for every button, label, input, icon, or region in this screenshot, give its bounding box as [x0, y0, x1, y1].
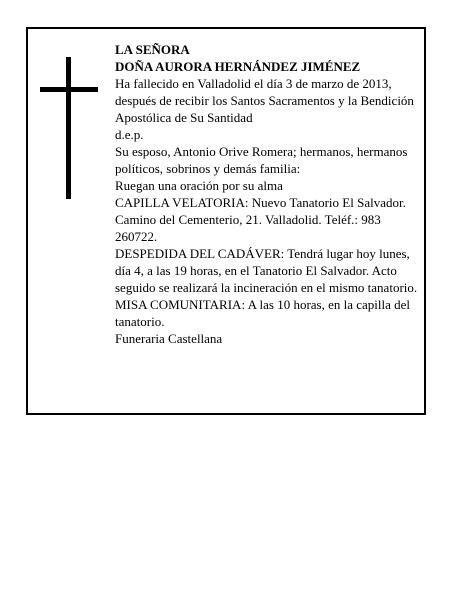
dep-abbreviation: d.e.p. [115, 127, 144, 142]
obituary-heading: LA SEÑORA [115, 42, 190, 57]
funeral-home: Funeraria Castellana [115, 331, 223, 346]
cross-icon [40, 57, 98, 199]
farewell-info: DESPEDIDA DEL CADÁVER: Tendrá lugar hoy lunes, día 4, a las 19 horas, en el Tanatorio El Salvador. Acto seguido se realizará la incineración en el mismo tanatorio. [115, 246, 418, 295]
chapel-info: CAPILLA VELATORIA: Nuevo Tanatorio El Salvador. Camino del Cementerio, 21. Valladolid. Teléf.: 983 260722. [115, 195, 406, 244]
obituary-text [115, 41, 420, 347]
prayer-request: Ruegan una oración por su alma [115, 178, 283, 193]
death-announcement: Ha fallecido en Valladolid el día 3 de marzo de 2013, después de recibir los Santos Sacramentos y la Bendición Apostólica de Su Santidad [115, 76, 414, 125]
cross-horizontal-bar [40, 87, 98, 92]
obituary-notice [26, 27, 426, 415]
cross-vertical-bar [66, 57, 71, 199]
family-list: Su esposo, Antonio Orive Romera; hermanos, hermanos políticos, sobrinos y demás familia: [115, 144, 408, 176]
deceased-name: DOÑA AURORA HERNÁNDEZ JIMÉNEZ [115, 59, 361, 74]
mass-info: MISA COMUNITARIA: A las 10 horas, en la capilla del tanatorio. [115, 297, 411, 329]
